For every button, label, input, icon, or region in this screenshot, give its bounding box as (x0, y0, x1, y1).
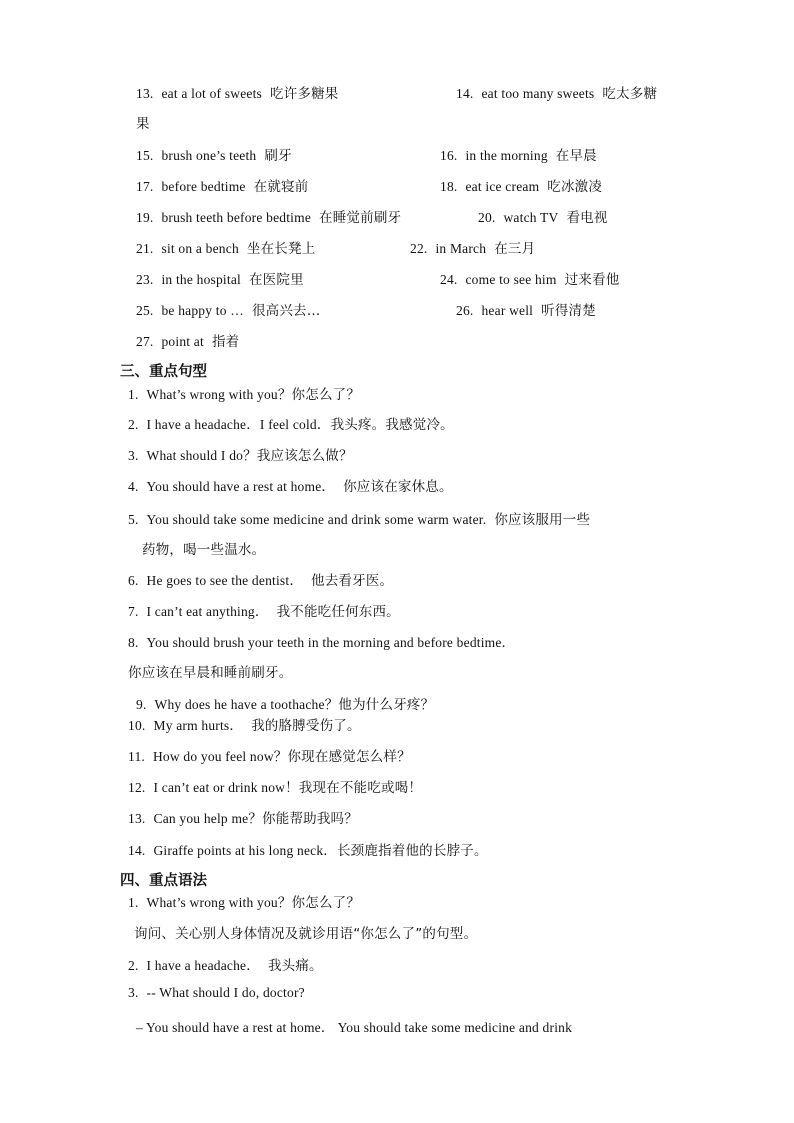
sentence-8-continuation: 你应该在早晨和睡前刷牙。 (128, 665, 293, 681)
sentence-4: 4. You should have a rest at home． 你应该在家休息。 (128, 479, 453, 495)
phrase-14: 14. eat too many sweets 吃太多糖 (456, 86, 658, 102)
sentence-5: 5. You should take some medicine and drink some warm water. 你应该服用一些 (128, 512, 591, 528)
phrase-17: 17. before bedtime 在就寝前 (136, 179, 309, 195)
sentence-10: 10. My arm hurts． 我的胳膊受伤了。 (128, 718, 361, 734)
sentence-6: 6. He goes to see the dentist． 他去看牙医。 (128, 573, 394, 589)
section-heading-key-sentences: 三、重点句型 (120, 364, 207, 380)
phrase-18: 18. eat ice cream 吃冰激凌 (440, 179, 603, 195)
phrase-27: 27. point at 指着 (136, 334, 240, 350)
sentence-2: 2. I have a headache．I feel cold．我头疼。我感觉冷。 (128, 417, 454, 433)
grammar-2: 2. I have a headache． 我头痛。 (128, 958, 323, 974)
sentence-11: 11. How do you feel now？你现在感觉怎么样？ (128, 749, 411, 765)
phrase-14-continuation: 果 (136, 116, 150, 132)
grammar-1-explanation: 询问、关心别人身体情况及就诊用语“你怎么了”的句型。 (134, 926, 478, 942)
sentence-9: 9. Why does he have a toothache？他为什么牙疼？ (136, 697, 435, 713)
phrase-22: 22. in March 在三月 (410, 241, 536, 257)
section-heading-key-grammar: 四、重点语法 (120, 873, 207, 889)
sentence-3: 3. What should I do？我应该怎么做？ (128, 448, 353, 464)
grammar-3: 3. -- What should I do, doctor? (128, 985, 305, 1000)
phrase-16: 16. in the morning 在早晨 (440, 148, 597, 164)
phrase-23: 23. in the hospital 在医院里 (136, 272, 304, 288)
phrase-20: 20. watch TV 看电视 (478, 210, 608, 226)
phrase-25: 25. be happy to … 很高兴去… (136, 303, 321, 319)
phrase-15: 15. brush one’s teeth 刷牙 (136, 148, 292, 164)
phrase-24: 24. come to see him 过来看他 (440, 272, 620, 288)
phrase-26: 26. hear well 听得清楚 (456, 303, 596, 319)
phrase-19: 19. brush teeth before bedtime 在睡觉前刷牙 (136, 210, 402, 226)
sentence-7: 7. I can’t eat anything． 我不能吃任何东西。 (128, 604, 400, 620)
sentence-14: 14. Giraffe points at his long neck．长颈鹿指着他的长脖子。 (128, 843, 488, 859)
phrase-13: 13. eat a lot of sweets 吃许多糖果 (136, 86, 339, 102)
grammar-3-answer: – You should have a rest at home． You should take some medicine and drink (136, 1020, 573, 1035)
sentence-5-continuation: 药物，喝一些温水。 (142, 542, 266, 558)
sentence-8: 8. You should brush your teeth in the morning and before bedtime． (128, 635, 516, 650)
sentence-13: 13. Can you help me？你能帮助我吗？ (128, 811, 358, 827)
sentence-12: 12. I can’t eat or drink now！我现在不能吃或喝！ (128, 780, 423, 796)
sentence-1: 1. What’s wrong with you？你怎么了？ (128, 387, 361, 403)
phrase-21: 21. sit on a bench 坐在长凳上 (136, 241, 316, 257)
grammar-1: 1. What’s wrong with you？你怎么了？ (128, 895, 361, 911)
